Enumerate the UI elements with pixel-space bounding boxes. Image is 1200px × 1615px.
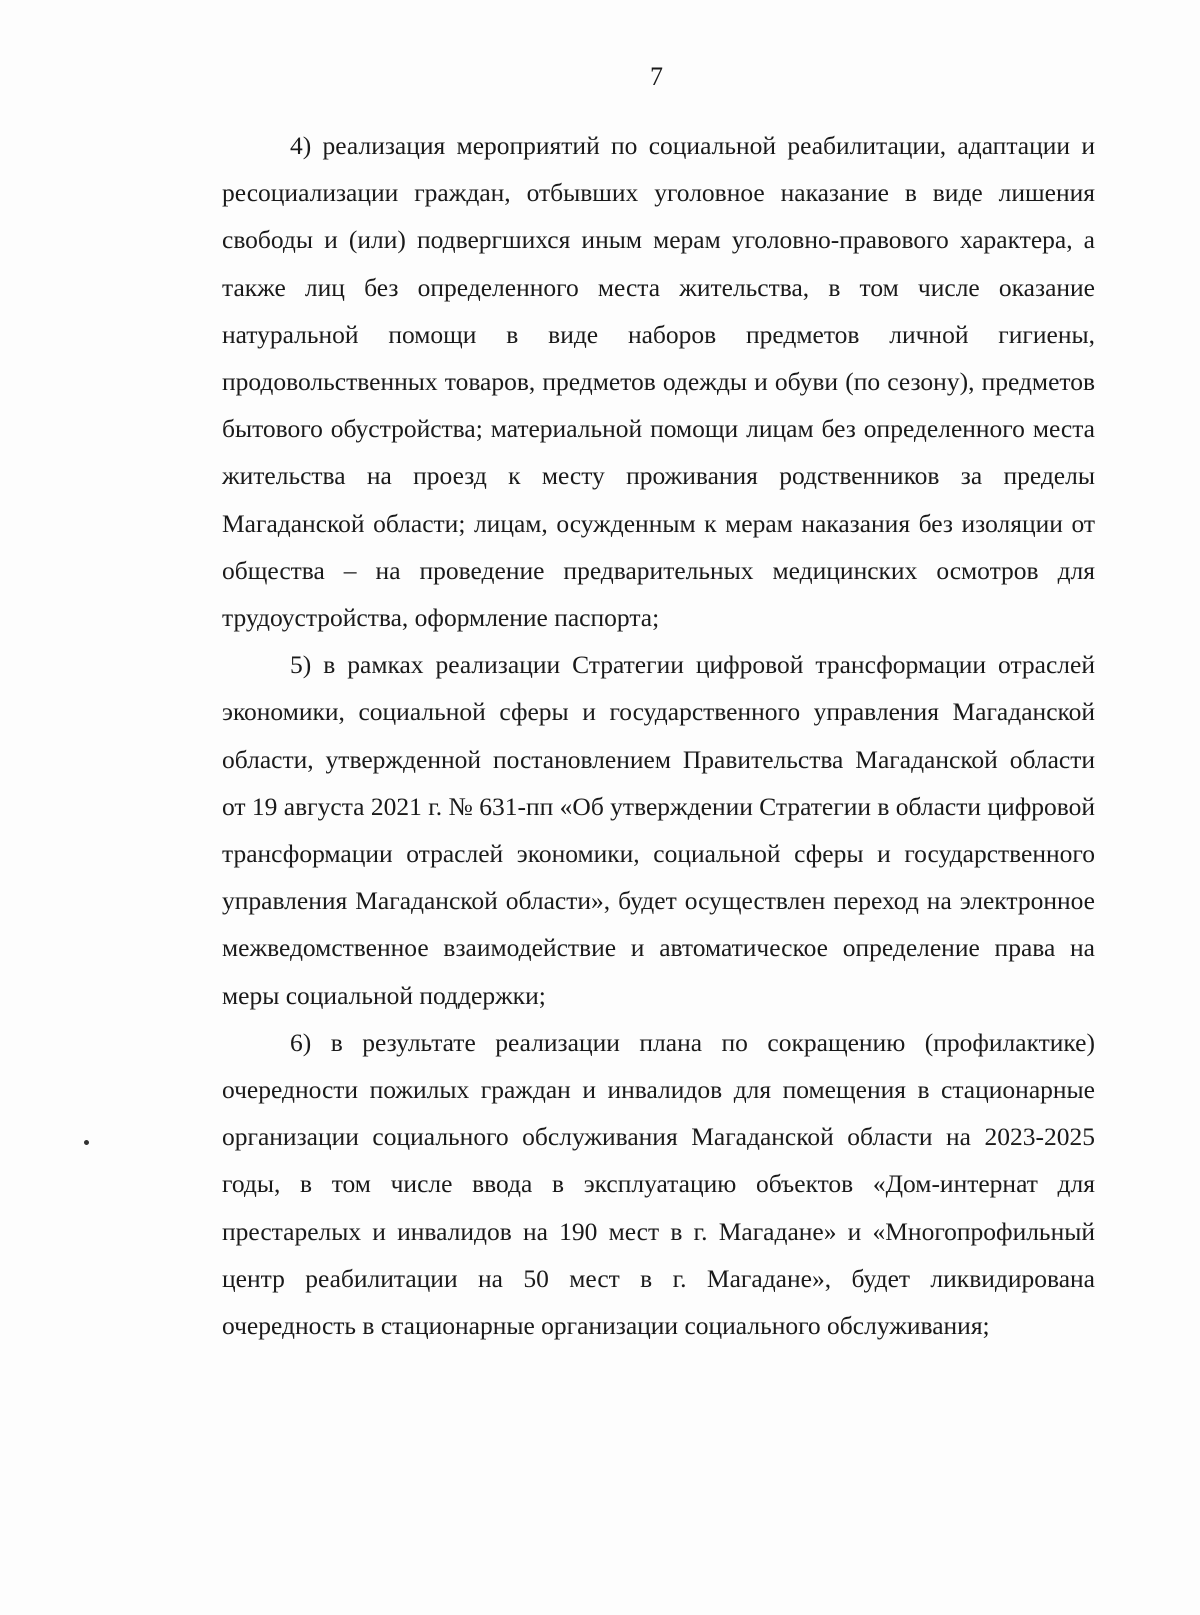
paragraph-item-5: 5) в рамках реализации Стратегии цифровой трансформации отраслей экономики, социальной сферы и государственного управления Магаданской области, утвержденной постановлением Правительства Магаданской области от 19 августа 2021 г. № 631-пп «Об утверждении Стратегии в области цифровой трансформации отраслей экономики, социальной сферы и государственного управления Магаданской области», будет осуществлен переход на электронное межведомственное взаимодействие и автоматическое определение права на меры социальной поддержки; — [222, 650, 1095, 1010]
paragraph-item-4: 4) реализация мероприятий по социальной реабилитации, адаптации и ресоциализации граждан, отбывших уголовное наказание в виде лишения свободы и (или) подвергшихся иным мерам уголовно-правового характера, а также лиц без определенного места жительства, в том числе оказание натуральной помощи в виде наборов предметов личной гигиены, продовольственных товаров, предметов одежды и обуви (по сезону), предметов бытового обустройства; материальной помощи лицам без определенного места жительства на проезд к месту проживания родственников за пределы Магаданской области; лицам, осужденным к мерам наказания без изоляции от общества – на проведение предварительных медицинских осмотров для трудоустройства, оформление паспорта; — [222, 131, 1095, 633]
scan-artifact-mark — [83, 1139, 90, 1146]
page-number: 7 — [650, 62, 663, 91]
paragraph-item-6: 6) в результате реализации плана по сокращению (профилактике) очередности пожилых граждан и инвалидов для помещения в стационарные организации социального обслуживания Магаданской области на 2023-2025 годы, в том числе ввода в эксплуатацию объектов «Дом-интернат для престарелых и инвалидов на 190 мест в г. Магадане» и «Многопрофильный центр реабилитации на 50 мест в г. Магадане», будет ликвидирована очередность в стационарные организации социального обслуживания; — [222, 1027, 1095, 1341]
document-body — [222, 122, 1095, 1349]
